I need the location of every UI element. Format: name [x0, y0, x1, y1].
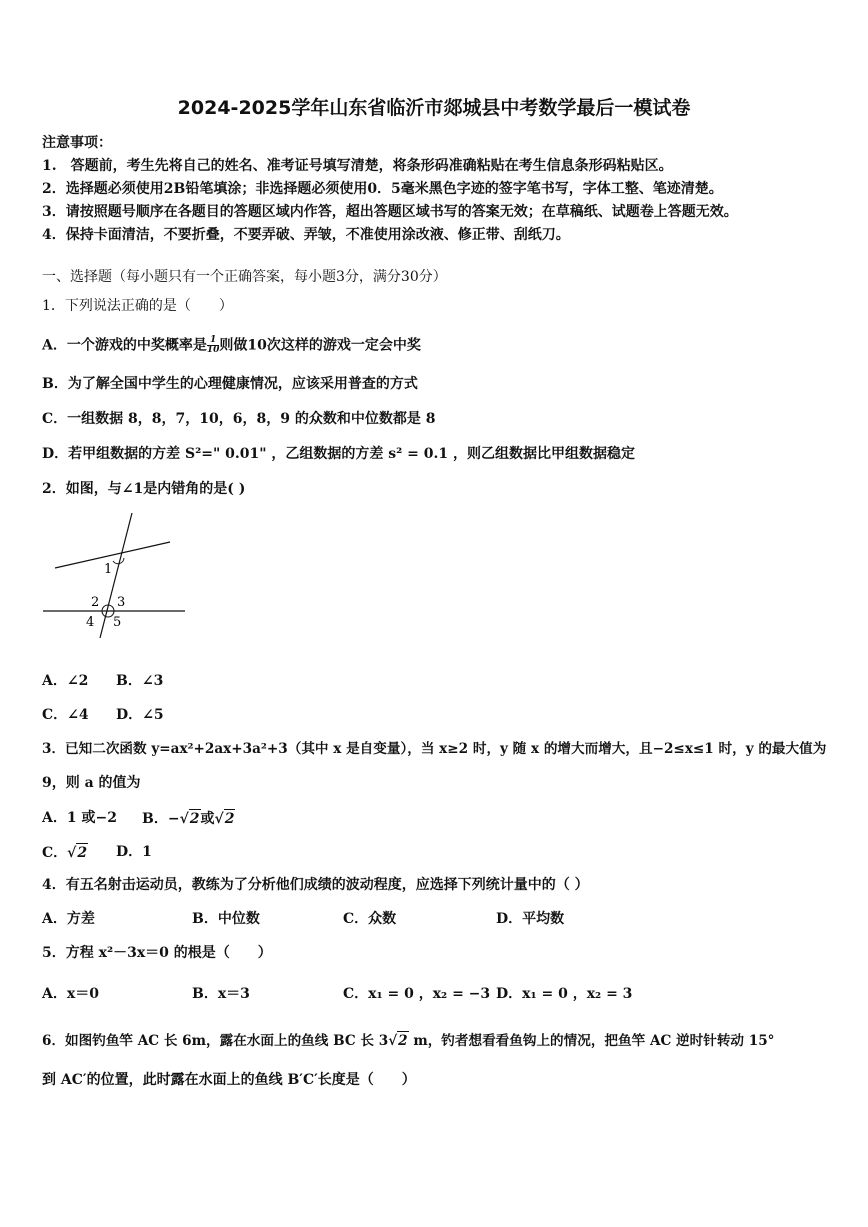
q2-option-c: C．∠4 — [42, 707, 89, 723]
q1-option-d: D．若甲组数据的方差 S²=" 0.01" ，乙组数据的方差 s² = 0.1 ，则乙组数据比甲组数据稳定 — [42, 446, 636, 462]
q6-stem: 6．如图钓鱼竿 AC 长 6m，露在水面上的鱼线 BC 长 3√2 m，钓者想看看鱼钩上的情况，把鱼竿 AC 逆时针转动 15° — [42, 1033, 775, 1049]
label-2: 2 — [91, 595, 100, 610]
q3-option-c: C．√2 — [42, 845, 88, 861]
q2-option-b: B．∠3 — [116, 673, 164, 689]
q3-stem-cont: 9，则 a 的值为 — [42, 775, 141, 791]
fraction: $\frac{1}{10}$ — [206, 335, 220, 355]
q4-option-c: C．众数 — [343, 911, 397, 927]
q1-option-c: C．一组数据 8，8，7，10，6，8，9 的众数和中位数都是 8 — [42, 411, 436, 427]
notice-item-4: 4．保持卡面清洁，不要折叠，不要弄破、弄皱，不准使用涂改液、修正带、刮纸刀。 — [42, 227, 570, 243]
notice-item-3: 3．请按照题号顺序在各题目的答题区域内作答，超出答题区域书写的答案无效；在草稿纸、试题卷上答题无效。 — [42, 204, 738, 220]
q2-option-d: D．∠5 — [116, 707, 164, 723]
page-title: 2024-2025学年山东省临沂市郯城县中考数学最后一模试卷 — [177, 97, 691, 119]
q5-stem: 5．方程 x²－3x＝0 的根是（ ） — [42, 945, 272, 961]
q5-option-a: A．x＝0 — [42, 986, 99, 1002]
q5-option-b: B．x＝3 — [192, 986, 250, 1002]
notice-heading: 注意事项： — [42, 135, 112, 151]
label-5: 5 — [113, 615, 122, 630]
notice-item-2: 2．选择题必须使用2B铅笔填涂；非选择题必须使用0．5毫米黑色字迹的签字笔书写，字体工整、笔迹清楚。 — [42, 181, 723, 197]
q3-stem: 3．已知二次函数 y=ax²+2ax+3a²+3（其中 x 是自变量），当 x≥2 时，y 随 x 的增大而增大，且−2≤x≤1 时，y 的最大值为 — [42, 741, 827, 757]
q5-option-c: C．x₁ = 0 ，x₂ = −3 — [343, 986, 491, 1002]
q3-option-b: B．−√2或√2 — [142, 811, 235, 827]
q3-option-a: A．1 或−2 — [42, 810, 117, 826]
label-3: 3 — [117, 595, 126, 610]
q3-option-d: D．1 — [116, 844, 152, 860]
angle-figure — [40, 508, 190, 643]
q5-option-d: D．x₁ = 0 ，x₂ = 3 — [496, 986, 633, 1002]
angle-1-arc — [113, 558, 124, 564]
label-4: 4 — [86, 615, 95, 630]
q4-option-a: A．方差 — [42, 911, 95, 927]
q1-stem: 1．下列说法正确的是（ ） — [42, 298, 233, 314]
q1-option-a: A．一个游戏的中奖概率是 $\frac{1}{10}$ 则做10次这样的游戏一定会中奖 — [42, 335, 421, 355]
q6-stem-cont: 到 AC′的位置，此时露在水面上的鱼线 B′C′长度是（ ） — [42, 1072, 416, 1088]
notice-item-1: 1. 答题前，考生先将自己的姓名、准考证号填写清楚，将条形码准确粘贴在考生信息条形码粘贴区。 — [42, 158, 673, 174]
q4-stem: 4．有五名射击运动员，教练为了分析他们成绩的波动程度，应选择下列统计量中的（ ） — [42, 877, 589, 893]
q2-stem: 2．如图，与∠1是内错角的是( ) — [42, 481, 246, 497]
q1-option-b: B．为了解全国中学生的心理健康情况，应该采用普查的方式 — [42, 376, 418, 392]
q4-option-d: D．平均数 — [496, 911, 565, 927]
section-heading: 一、选择题（每小题只有一个正确答案，每小题3分，满分30分） — [42, 269, 447, 285]
label-1: 1 — [104, 562, 113, 577]
q2-option-a: A．∠2 — [42, 673, 89, 689]
q4-option-b: B．中位数 — [192, 911, 260, 927]
upper-line — [55, 542, 170, 568]
